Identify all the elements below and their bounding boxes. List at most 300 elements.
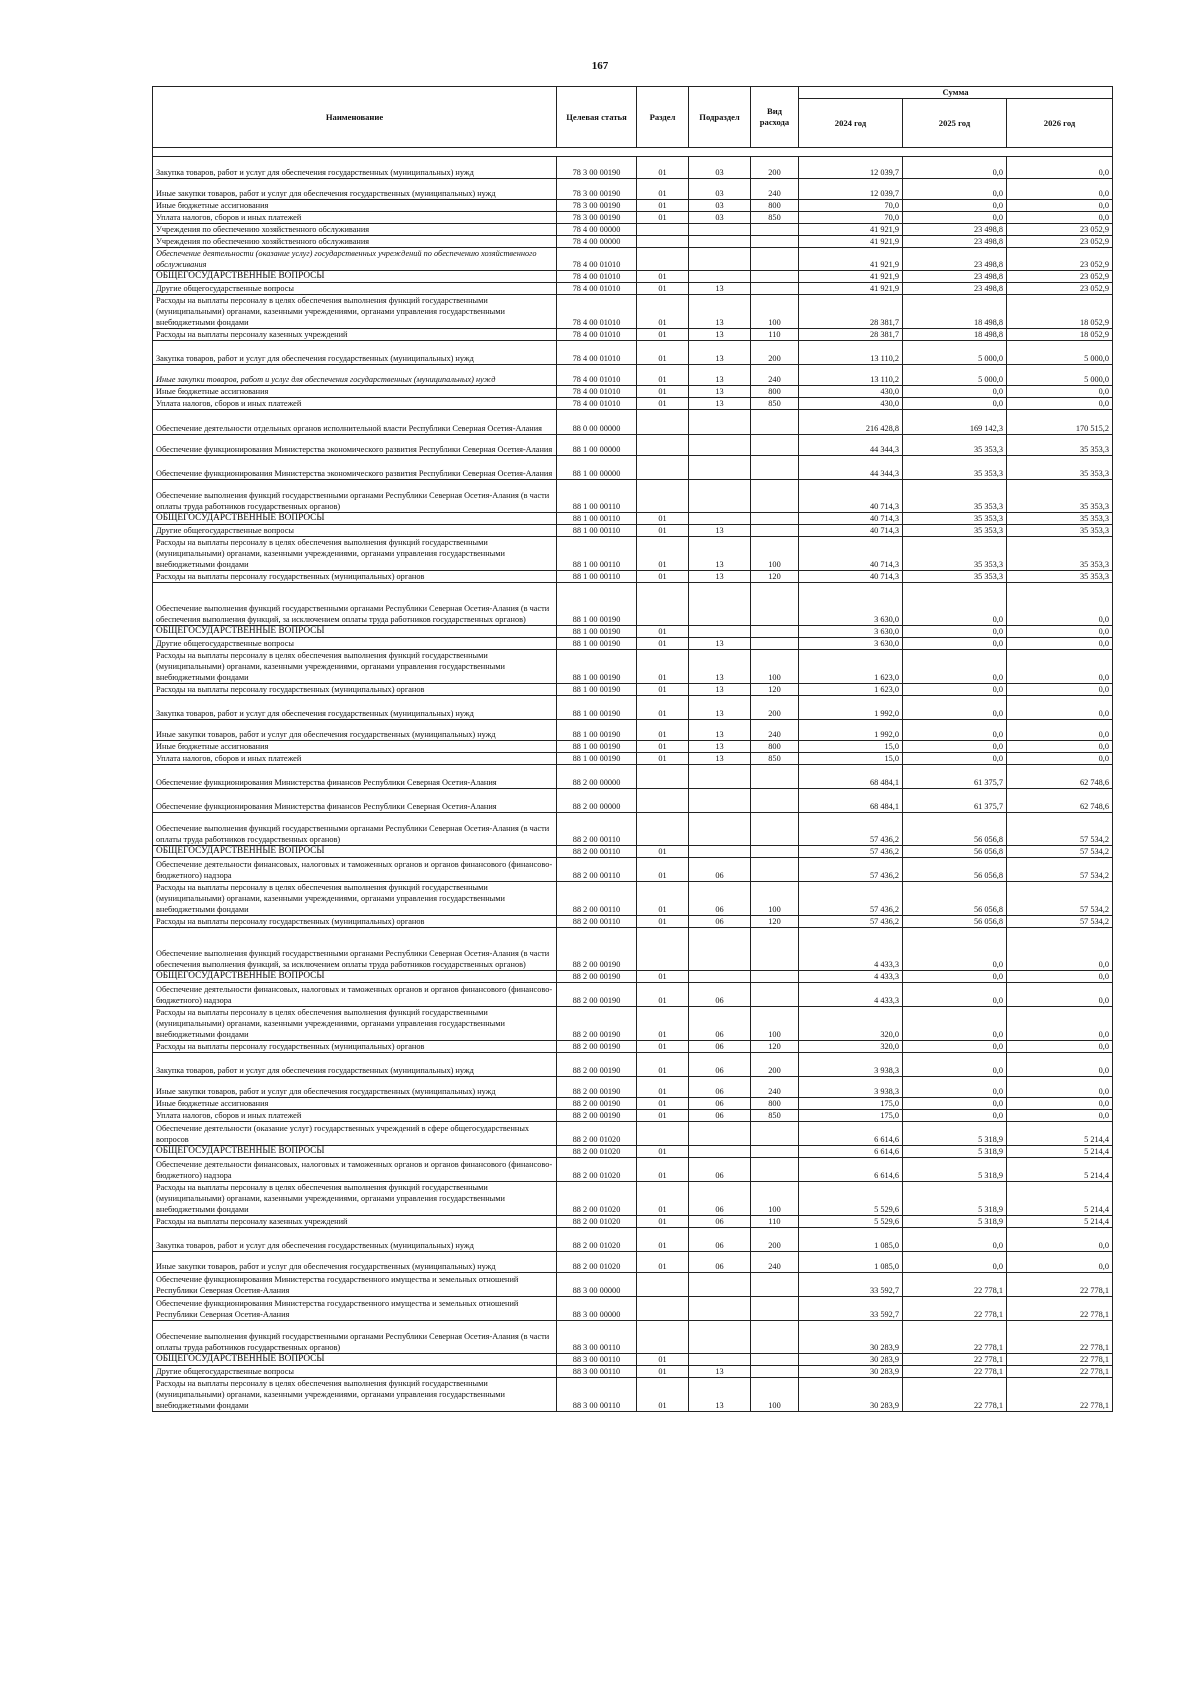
cell-expense-type bbox=[751, 858, 799, 882]
cell-sum-2025: 23 498,8 bbox=[903, 283, 1007, 295]
cell-section bbox=[637, 1273, 689, 1297]
table-row bbox=[153, 525, 1113, 537]
cell-name: Расходы на выплаты персоналу в целях обеспечения выполнения функций государственными (муниципальными) органами, казенными учреждениями, органами управления государственными внебюджетными фондами bbox=[153, 295, 557, 329]
cell-sum-2026: 5 214,4 bbox=[1007, 1122, 1113, 1146]
cell-name: Обеспечение функционирования Министерства государственного имущества и земельных отношений Республики Северная Осетия-Алания bbox=[153, 1297, 557, 1321]
cell-subsection: 13 bbox=[689, 741, 751, 753]
cell-sum-2025: 5 318,9 bbox=[903, 1182, 1007, 1216]
cell-name: Уплата налогов, сборов и иных платежей bbox=[153, 212, 557, 224]
cell-target-code: 88 2 00 00110 bbox=[557, 882, 637, 916]
cell-sum-2026: 22 778,1 bbox=[1007, 1366, 1113, 1378]
cell-expense-type bbox=[751, 1158, 799, 1182]
cell-sum-2024: 4 433,3 bbox=[799, 983, 903, 1007]
cell-subsection: 06 bbox=[689, 1041, 751, 1053]
cell-expense-type bbox=[751, 456, 799, 480]
cell-subsection: 13 bbox=[689, 537, 751, 571]
cell-target-code: 78 4 00 01010 bbox=[557, 329, 637, 341]
cell-sum-2026: 35 353,3 bbox=[1007, 537, 1113, 571]
cell-sum-2026: 18 052,9 bbox=[1007, 329, 1113, 341]
cell-name: Обеспечение выполнения функций государственными органами Республики Северная Осетия-Алания (в части оплаты труда работников государственных органов) bbox=[153, 1321, 557, 1354]
cell-name: Обеспечение функционирования Министерства государственного имущества и земельных отношений Республики Северная Осетия-Алания bbox=[153, 1273, 557, 1297]
cell-sum-2026: 0,0 bbox=[1007, 386, 1113, 398]
cell-name: Иные закупки товаров, работ и услуг для обеспечения государственных (муниципальных) нужд bbox=[153, 1252, 557, 1273]
cell-sum-2026: 170 515,2 bbox=[1007, 410, 1113, 435]
cell-target-code: 88 2 00 00110 bbox=[557, 846, 637, 858]
cell-sum-2026: 0,0 bbox=[1007, 1041, 1113, 1053]
cell-expense-type bbox=[751, 1273, 799, 1297]
cell-sum-2025: 22 778,1 bbox=[903, 1297, 1007, 1321]
cell-section: 01 bbox=[637, 513, 689, 525]
cell-name: Обеспечение функционирования Министерства финансов Республики Северная Осетия-Алания bbox=[153, 765, 557, 789]
header-expense-type: Вид расхода bbox=[751, 87, 799, 148]
cell-sum-2025: 0,0 bbox=[903, 157, 1007, 179]
cell-sum-2024: 40 714,3 bbox=[799, 513, 903, 525]
cell-sum-2024: 12 039,7 bbox=[799, 179, 903, 200]
table-body bbox=[153, 157, 1113, 1412]
cell-expense-type: 200 bbox=[751, 696, 799, 720]
cell-section bbox=[637, 236, 689, 248]
cell-sum-2026: 35 353,3 bbox=[1007, 435, 1113, 456]
cell-name: Обеспечение функционирования Министерства экономического развития Республики Северная Осетия-Алания bbox=[153, 456, 557, 480]
cell-sum-2025: 61 375,7 bbox=[903, 765, 1007, 789]
cell-target-code: 88 3 00 00110 bbox=[557, 1378, 637, 1412]
cell-expense-type: 240 bbox=[751, 720, 799, 741]
cell-name: Расходы на выплаты персоналу в целях обеспечения выполнения функций государственными (муниципальными) органами, казенными учреждениями, органами управления государственными внебюджетными фондами bbox=[153, 1007, 557, 1041]
table-row bbox=[153, 684, 1113, 696]
table-row bbox=[153, 983, 1113, 1007]
table-row bbox=[153, 1273, 1113, 1297]
cell-expense-type: 850 bbox=[751, 1110, 799, 1122]
cell-expense-type bbox=[751, 1354, 799, 1366]
cell-expense-type bbox=[751, 410, 799, 435]
table-row bbox=[153, 1297, 1113, 1321]
cell-sum-2024: 41 921,9 bbox=[799, 271, 903, 283]
cell-name: Обеспечение деятельности финансовых, налоговых и таможенных органов и органов финансового (финансово-бюджетного) надзора bbox=[153, 983, 557, 1007]
header-year-2025: 2025 год bbox=[903, 99, 1007, 148]
cell-sum-2024: 44 344,3 bbox=[799, 456, 903, 480]
table-row bbox=[153, 789, 1113, 813]
cell-section: 01 bbox=[637, 212, 689, 224]
table-row bbox=[153, 224, 1113, 236]
cell-sum-2025: 5 000,0 bbox=[903, 341, 1007, 365]
cell-sum-2026: 57 534,2 bbox=[1007, 846, 1113, 858]
table-row bbox=[153, 1252, 1113, 1273]
cell-expense-type: 100 bbox=[751, 537, 799, 571]
cell-name: Обеспечение выполнения функций государственными органами Республики Северная Осетия-Алания (в части обеспечения выполнения функций, за исключением оплаты труда работников государственных органов) bbox=[153, 928, 557, 971]
cell-sum-2025: 0,0 bbox=[903, 1252, 1007, 1273]
cell-section: 01 bbox=[637, 1110, 689, 1122]
cell-section: 01 bbox=[637, 1146, 689, 1158]
cell-sum-2024: 13 110,2 bbox=[799, 365, 903, 386]
cell-section bbox=[637, 1122, 689, 1146]
cell-name: Учреждения по обеспечению хозяйственного обслуживания bbox=[153, 236, 557, 248]
cell-name: Другие общегосударственные вопросы bbox=[153, 1366, 557, 1378]
cell-subsection: 06 bbox=[689, 1158, 751, 1182]
cell-section: 01 bbox=[637, 365, 689, 386]
cell-subsection: 13 bbox=[689, 365, 751, 386]
cell-target-code: 88 0 00 00000 bbox=[557, 410, 637, 435]
table-row bbox=[153, 1216, 1113, 1228]
cell-expense-type bbox=[751, 525, 799, 537]
cell-expense-type: 120 bbox=[751, 1041, 799, 1053]
cell-expense-type: 110 bbox=[751, 1216, 799, 1228]
cell-sum-2025: 0,0 bbox=[903, 1053, 1007, 1077]
cell-expense-type bbox=[751, 480, 799, 513]
cell-subsection: 06 bbox=[689, 1007, 751, 1041]
table-row bbox=[153, 858, 1113, 882]
cell-sum-2025: 0,0 bbox=[903, 398, 1007, 410]
table-row bbox=[153, 1378, 1113, 1412]
cell-sum-2025: 169 142,3 bbox=[903, 410, 1007, 435]
cell-name: Расходы на выплаты персоналу государственных (муниципальных) органов bbox=[153, 684, 557, 696]
cell-subsection: 06 bbox=[689, 1252, 751, 1273]
cell-section: 01 bbox=[637, 983, 689, 1007]
cell-subsection: 13 bbox=[689, 386, 751, 398]
cell-sum-2025: 0,0 bbox=[903, 720, 1007, 741]
cell-target-code: 88 1 00 00190 bbox=[557, 684, 637, 696]
table-row bbox=[153, 571, 1113, 583]
cell-sum-2024: 216 428,8 bbox=[799, 410, 903, 435]
cell-subsection bbox=[689, 971, 751, 983]
cell-name: Закупка товаров, работ и услуг для обеспечения государственных (муниципальных) нужд bbox=[153, 1228, 557, 1252]
cell-expense-type bbox=[751, 1146, 799, 1158]
cell-expense-type bbox=[751, 813, 799, 846]
cell-section: 01 bbox=[637, 1378, 689, 1412]
cell-sum-2026: 23 052,9 bbox=[1007, 283, 1113, 295]
table-row bbox=[153, 916, 1113, 928]
header-year-2024: 2024 год bbox=[799, 99, 903, 148]
cell-sum-2025: 22 778,1 bbox=[903, 1354, 1007, 1366]
header-subsection: Подраздел bbox=[689, 87, 751, 148]
cell-section: 01 bbox=[637, 1077, 689, 1098]
table-row bbox=[153, 236, 1113, 248]
cell-sum-2025: 0,0 bbox=[903, 753, 1007, 765]
cell-expense-type: 120 bbox=[751, 916, 799, 928]
cell-section: 01 bbox=[637, 1158, 689, 1182]
cell-expense-type bbox=[751, 928, 799, 971]
cell-section: 01 bbox=[637, 1252, 689, 1273]
table-row bbox=[153, 1110, 1113, 1122]
header-section: Раздел bbox=[637, 87, 689, 148]
cell-expense-type bbox=[751, 638, 799, 650]
cell-subsection: 06 bbox=[689, 1110, 751, 1122]
table-row bbox=[153, 435, 1113, 456]
cell-subsection: 13 bbox=[689, 283, 751, 295]
cell-target-code: 88 2 00 00190 bbox=[557, 1098, 637, 1110]
cell-section: 01 bbox=[637, 858, 689, 882]
cell-sum-2024: 30 283,9 bbox=[799, 1366, 903, 1378]
table-row bbox=[153, 626, 1113, 638]
cell-sum-2024: 41 921,9 bbox=[799, 283, 903, 295]
cell-sum-2026: 5 214,4 bbox=[1007, 1182, 1113, 1216]
cell-expense-type bbox=[751, 983, 799, 1007]
cell-name: Расходы на выплаты персоналу в целях обеспечения выполнения функций государственными (муниципальными) органами, казенными учреждениями, органами управления государственными внебюджетными фондами bbox=[153, 650, 557, 684]
cell-subsection: 13 bbox=[689, 398, 751, 410]
cell-target-code: 88 1 00 00190 bbox=[557, 583, 637, 626]
cell-sum-2024: 3 630,0 bbox=[799, 583, 903, 626]
cell-name: Другие общегосударственные вопросы bbox=[153, 638, 557, 650]
cell-section: 01 bbox=[637, 200, 689, 212]
cell-subsection: 13 bbox=[689, 295, 751, 329]
table-row bbox=[153, 1228, 1113, 1252]
cell-name: Расходы на выплаты персоналу казенных учреждений bbox=[153, 1216, 557, 1228]
cell-expense-type bbox=[751, 236, 799, 248]
cell-subsection: 06 bbox=[689, 1228, 751, 1252]
cell-sum-2026: 0,0 bbox=[1007, 741, 1113, 753]
cell-expense-type: 850 bbox=[751, 212, 799, 224]
cell-section: 01 bbox=[637, 386, 689, 398]
table-row bbox=[153, 480, 1113, 513]
cell-name: Обеспечение функционирования Министерства экономического развития Республики Северная Осетия-Алания bbox=[153, 435, 557, 456]
cell-sum-2025: 35 353,3 bbox=[903, 513, 1007, 525]
table-row bbox=[153, 753, 1113, 765]
cell-sum-2025: 23 498,8 bbox=[903, 248, 1007, 271]
table-row bbox=[153, 882, 1113, 916]
cell-name: ОБЩЕГОСУДАРСТВЕННЫЕ ВОПРОСЫ bbox=[153, 971, 557, 983]
cell-target-code: 78 3 00 00190 bbox=[557, 212, 637, 224]
cell-name: Обеспечение деятельности (оказание услуг) государственных учреждений по обеспечению хозяйственного обслуживания bbox=[153, 248, 557, 271]
cell-sum-2026: 23 052,9 bbox=[1007, 224, 1113, 236]
cell-sum-2024: 28 381,7 bbox=[799, 295, 903, 329]
cell-sum-2024: 13 110,2 bbox=[799, 341, 903, 365]
cell-subsection: 13 bbox=[689, 525, 751, 537]
table-row bbox=[153, 1077, 1113, 1098]
cell-subsection: 13 bbox=[689, 638, 751, 650]
cell-sum-2026: 0,0 bbox=[1007, 971, 1113, 983]
cell-sum-2026: 0,0 bbox=[1007, 720, 1113, 741]
cell-sum-2025: 0,0 bbox=[903, 1007, 1007, 1041]
table-row bbox=[153, 813, 1113, 846]
header-spacer bbox=[153, 148, 1113, 157]
cell-sum-2025: 56 056,8 bbox=[903, 813, 1007, 846]
table-row bbox=[153, 179, 1113, 200]
cell-sum-2026: 35 353,3 bbox=[1007, 480, 1113, 513]
cell-sum-2026: 57 534,2 bbox=[1007, 858, 1113, 882]
cell-sum-2026: 23 052,9 bbox=[1007, 236, 1113, 248]
cell-expense-type: 120 bbox=[751, 684, 799, 696]
cell-section: 01 bbox=[637, 157, 689, 179]
cell-name: ОБЩЕГОСУДАРСТВЕННЫЕ ВОПРОСЫ bbox=[153, 513, 557, 525]
cell-section: 01 bbox=[637, 650, 689, 684]
cell-subsection: 03 bbox=[689, 157, 751, 179]
cell-sum-2026: 0,0 bbox=[1007, 696, 1113, 720]
cell-name: Уплата налогов, сборов и иных платежей bbox=[153, 398, 557, 410]
cell-name: Расходы на выплаты персоналу государственных (муниципальных) органов bbox=[153, 571, 557, 583]
cell-name: Иные закупки товаров, работ и услуг для обеспечения государственных (муниципальных) нужд bbox=[153, 720, 557, 741]
cell-sum-2025: 35 353,3 bbox=[903, 480, 1007, 513]
cell-subsection bbox=[689, 928, 751, 971]
cell-section bbox=[637, 583, 689, 626]
cell-section bbox=[637, 248, 689, 271]
cell-expense-type bbox=[751, 583, 799, 626]
cell-sum-2025: 0,0 bbox=[903, 928, 1007, 971]
cell-name: Закупка товаров, работ и услуг для обеспечения государственных (муниципальных) нужд bbox=[153, 341, 557, 365]
table-row bbox=[153, 1098, 1113, 1110]
cell-subsection bbox=[689, 789, 751, 813]
cell-target-code: 78 4 00 01010 bbox=[557, 398, 637, 410]
cell-subsection: 13 bbox=[689, 753, 751, 765]
cell-target-code: 88 1 00 00110 bbox=[557, 537, 637, 571]
cell-sum-2024: 430,0 bbox=[799, 386, 903, 398]
table-row bbox=[153, 248, 1113, 271]
cell-section: 01 bbox=[637, 720, 689, 741]
cell-name: ОБЩЕГОСУДАРСТВЕННЫЕ ВОПРОСЫ bbox=[153, 1354, 557, 1366]
cell-name: ОБЩЕГОСУДАРСТВЕННЫЕ ВОПРОСЫ bbox=[153, 1146, 557, 1158]
table-row bbox=[153, 456, 1113, 480]
cell-subsection: 06 bbox=[689, 1098, 751, 1110]
cell-section: 01 bbox=[637, 329, 689, 341]
cell-sum-2024: 70,0 bbox=[799, 200, 903, 212]
cell-section bbox=[637, 1297, 689, 1321]
cell-target-code: 88 2 00 00190 bbox=[557, 1110, 637, 1122]
cell-target-code: 88 2 00 00190 bbox=[557, 971, 637, 983]
cell-sum-2024: 41 921,9 bbox=[799, 248, 903, 271]
cell-subsection: 13 bbox=[689, 1378, 751, 1412]
cell-subsection: 13 bbox=[689, 341, 751, 365]
cell-sum-2025: 0,0 bbox=[903, 1077, 1007, 1098]
cell-sum-2025: 0,0 bbox=[903, 638, 1007, 650]
cell-sum-2025: 0,0 bbox=[903, 179, 1007, 200]
cell-sum-2026: 0,0 bbox=[1007, 650, 1113, 684]
cell-sum-2026: 0,0 bbox=[1007, 583, 1113, 626]
cell-subsection: 03 bbox=[689, 212, 751, 224]
table-row bbox=[153, 1321, 1113, 1354]
table-row bbox=[153, 212, 1113, 224]
cell-target-code: 88 2 00 01020 bbox=[557, 1182, 637, 1216]
table-row bbox=[153, 365, 1113, 386]
cell-expense-type bbox=[751, 1297, 799, 1321]
cell-target-code: 88 2 00 01020 bbox=[557, 1228, 637, 1252]
header-sum: Сумма bbox=[799, 87, 1113, 99]
cell-name: Закупка товаров, работ и услуг для обеспечения государственных (муниципальных) нужд bbox=[153, 1053, 557, 1077]
cell-name: Иные закупки товаров, работ и услуг для обеспечения государственных (муниципальных) нужд bbox=[153, 179, 557, 200]
cell-section: 01 bbox=[637, 1354, 689, 1366]
cell-sum-2024: 57 436,2 bbox=[799, 858, 903, 882]
cell-subsection: 03 bbox=[689, 179, 751, 200]
cell-sum-2024: 6 614,6 bbox=[799, 1122, 903, 1146]
cell-sum-2025: 35 353,3 bbox=[903, 571, 1007, 583]
cell-sum-2026: 57 534,2 bbox=[1007, 882, 1113, 916]
cell-section: 01 bbox=[637, 1366, 689, 1378]
cell-sum-2026: 5 214,4 bbox=[1007, 1158, 1113, 1182]
cell-sum-2026: 22 778,1 bbox=[1007, 1321, 1113, 1354]
cell-subsection: 06 bbox=[689, 882, 751, 916]
cell-subsection bbox=[689, 224, 751, 236]
cell-sum-2024: 30 283,9 bbox=[799, 1321, 903, 1354]
cell-target-code: 88 1 00 00000 bbox=[557, 435, 637, 456]
cell-sum-2026: 23 052,9 bbox=[1007, 248, 1113, 271]
cell-sum-2024: 15,0 bbox=[799, 741, 903, 753]
cell-sum-2026: 57 534,2 bbox=[1007, 813, 1113, 846]
cell-expense-type: 200 bbox=[751, 157, 799, 179]
cell-sum-2024: 1 623,0 bbox=[799, 684, 903, 696]
cell-expense-type: 110 bbox=[751, 329, 799, 341]
cell-name: Обеспечение выполнения функций государственными органами Республики Северная Осетия-Алания (в части оплаты труда работников государственных органов) bbox=[153, 480, 557, 513]
cell-target-code: 88 2 00 01020 bbox=[557, 1146, 637, 1158]
cell-expense-type: 200 bbox=[751, 341, 799, 365]
cell-target-code: 78 4 00 01010 bbox=[557, 283, 637, 295]
cell-sum-2025: 0,0 bbox=[903, 626, 1007, 638]
cell-name: Закупка товаров, работ и услуг для обеспечения государственных (муниципальных) нужд bbox=[153, 157, 557, 179]
cell-section bbox=[637, 1321, 689, 1354]
cell-sum-2024: 3 630,0 bbox=[799, 626, 903, 638]
table-row bbox=[153, 696, 1113, 720]
cell-sum-2025: 56 056,8 bbox=[903, 916, 1007, 928]
cell-expense-type bbox=[751, 1321, 799, 1354]
cell-sum-2025: 23 498,8 bbox=[903, 236, 1007, 248]
cell-subsection: 06 bbox=[689, 916, 751, 928]
cell-sum-2026: 5 000,0 bbox=[1007, 341, 1113, 365]
table-row bbox=[153, 846, 1113, 858]
cell-section: 01 bbox=[637, 1182, 689, 1216]
cell-subsection: 06 bbox=[689, 858, 751, 882]
cell-target-code: 88 2 00 01020 bbox=[557, 1252, 637, 1273]
cell-name: Расходы на выплаты персоналу казенных учреждений bbox=[153, 329, 557, 341]
cell-target-code: 88 2 00 00110 bbox=[557, 858, 637, 882]
cell-expense-type: 240 bbox=[751, 179, 799, 200]
cell-section: 01 bbox=[637, 684, 689, 696]
cell-section: 01 bbox=[637, 283, 689, 295]
cell-sum-2025: 0,0 bbox=[903, 212, 1007, 224]
cell-target-code: 88 1 00 00190 bbox=[557, 753, 637, 765]
cell-target-code: 88 2 00 01020 bbox=[557, 1216, 637, 1228]
cell-sum-2024: 30 283,9 bbox=[799, 1354, 903, 1366]
cell-subsection bbox=[689, 410, 751, 435]
cell-sum-2024: 41 921,9 bbox=[799, 224, 903, 236]
cell-sum-2024: 70,0 bbox=[799, 212, 903, 224]
table-row bbox=[153, 765, 1113, 789]
cell-sum-2026: 0,0 bbox=[1007, 212, 1113, 224]
cell-sum-2026: 0,0 bbox=[1007, 1252, 1113, 1273]
cell-sum-2024: 175,0 bbox=[799, 1098, 903, 1110]
cell-sum-2024: 3 630,0 bbox=[799, 638, 903, 650]
cell-target-code: 88 1 00 00190 bbox=[557, 741, 637, 753]
cell-subsection bbox=[689, 1273, 751, 1297]
cell-sum-2024: 5 529,6 bbox=[799, 1216, 903, 1228]
table-row bbox=[153, 386, 1113, 398]
cell-expense-type bbox=[751, 1366, 799, 1378]
cell-sum-2025: 0,0 bbox=[903, 1098, 1007, 1110]
table-row bbox=[153, 1122, 1113, 1146]
cell-sum-2024: 40 714,3 bbox=[799, 571, 903, 583]
cell-sum-2026: 0,0 bbox=[1007, 398, 1113, 410]
cell-sum-2024: 320,0 bbox=[799, 1007, 903, 1041]
cell-sum-2025: 35 353,3 bbox=[903, 456, 1007, 480]
cell-section: 01 bbox=[637, 179, 689, 200]
cell-sum-2026: 0,0 bbox=[1007, 626, 1113, 638]
cell-expense-type: 800 bbox=[751, 741, 799, 753]
cell-subsection: 06 bbox=[689, 1216, 751, 1228]
cell-sum-2025: 0,0 bbox=[903, 1110, 1007, 1122]
cell-section: 01 bbox=[637, 753, 689, 765]
cell-sum-2024: 1 085,0 bbox=[799, 1228, 903, 1252]
header-name: Наименование bbox=[153, 87, 557, 148]
cell-subsection bbox=[689, 435, 751, 456]
cell-subsection: 03 bbox=[689, 200, 751, 212]
cell-sum-2024: 57 436,2 bbox=[799, 846, 903, 858]
cell-expense-type bbox=[751, 971, 799, 983]
cell-expense-type: 240 bbox=[751, 365, 799, 386]
cell-name: Другие общегосударственные вопросы bbox=[153, 283, 557, 295]
cell-sum-2024: 57 436,2 bbox=[799, 813, 903, 846]
cell-section: 01 bbox=[637, 882, 689, 916]
cell-target-code: 88 1 00 00190 bbox=[557, 626, 637, 638]
cell-subsection: 13 bbox=[689, 329, 751, 341]
cell-target-code: 88 1 00 00110 bbox=[557, 525, 637, 537]
cell-section bbox=[637, 928, 689, 971]
cell-name: Расходы на выплаты персоналу в целях обеспечения выполнения функций государственными (муниципальными) органами, казенными учреждениями, органами управления государственными внебюджетными фондами bbox=[153, 1182, 557, 1216]
cell-target-code: 78 3 00 00190 bbox=[557, 200, 637, 212]
